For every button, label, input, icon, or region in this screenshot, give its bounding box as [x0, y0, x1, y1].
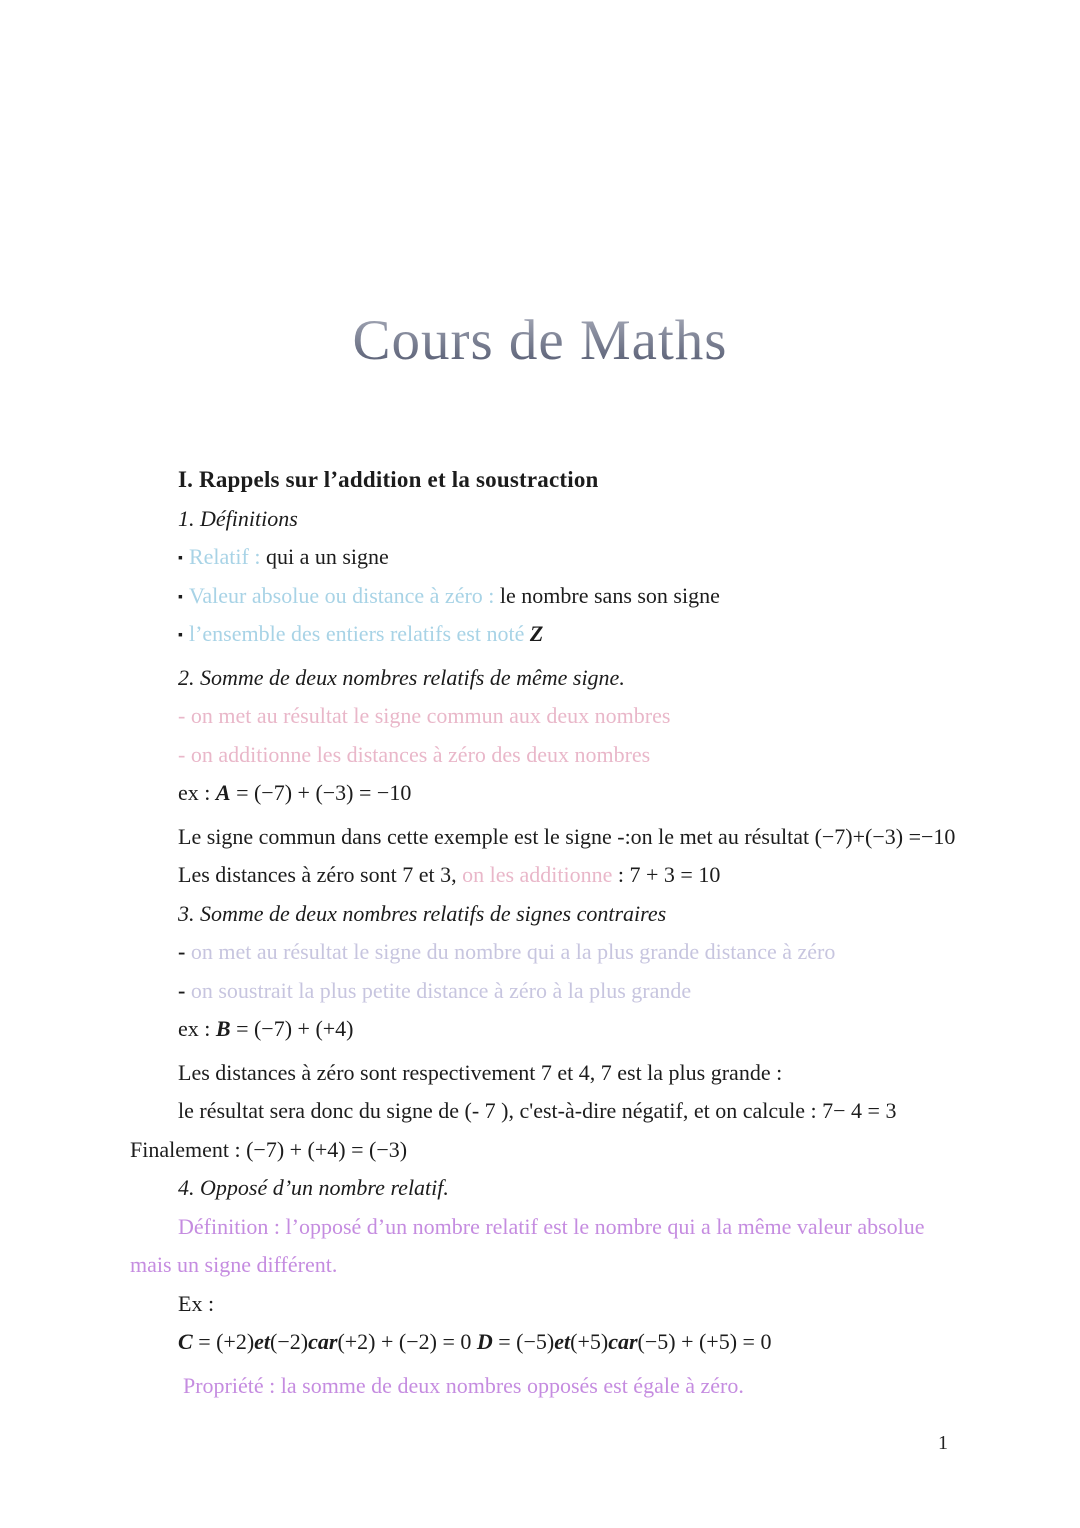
text-segment: A	[215, 780, 231, 805]
text-segment: ex :	[178, 1016, 216, 1041]
text-segment: mais un signe différent.	[130, 1252, 338, 1277]
text-segment: Les distances à zéro sont respectivement 7 et 4, 7 est la plus grande :	[178, 1059, 783, 1085]
text-segment: D	[476, 1329, 493, 1354]
text-segment: ex :	[178, 780, 216, 805]
bullet-ensemble-entiers	[130, 615, 1010, 654]
example-b	[130, 1010, 1010, 1049]
para-finalement	[130, 1131, 1010, 1170]
text-segment: Relatif :	[188, 544, 266, 569]
subsection-3-signes-contraires	[130, 895, 1010, 934]
example-a	[130, 774, 1010, 813]
text-segment: -	[178, 939, 191, 964]
text-segment: - on additionne les distances à zéro des deux nombres	[178, 741, 651, 767]
text-segment: = (−5)	[492, 1329, 555, 1354]
text-segment: car	[608, 1329, 638, 1354]
text-segment: et	[554, 1329, 571, 1354]
text-segment: B	[215, 1016, 231, 1041]
text-segment: Z	[529, 621, 544, 646]
definition-oppose-ligne-1	[130, 1208, 1010, 1247]
text-segment: = (−7) + (+4)	[230, 1016, 354, 1041]
subsection-2-somme-meme-signe	[130, 659, 1010, 698]
content-lines	[130, 461, 1010, 1405]
rule-additionne-distances	[130, 736, 1010, 775]
text-segment: - on met au résultat le signe commun aux deux nombres	[178, 703, 671, 728]
text-segment: le nombre sans son signe	[499, 582, 720, 608]
text-segment: on soustrait la plus petite distance à zéro à la plus grande	[190, 977, 692, 1003]
subsection-4-oppose	[130, 1169, 1010, 1208]
bullet-square-icon: ▪	[178, 551, 183, 566]
page-number: 1	[938, 1432, 948, 1454]
text-segment: : 7 + 3 = 10	[612, 862, 721, 887]
text-segment: Ex :	[178, 1290, 215, 1316]
para-distances-7-4	[130, 1054, 1010, 1093]
example-label	[130, 1285, 1010, 1324]
text-segment: car	[308, 1329, 338, 1354]
text-segment: Les distances à zéro sont 7 et 3,	[178, 862, 463, 887]
bullet-square-icon: ▪	[178, 628, 183, 643]
bullet-relatif	[130, 538, 1010, 577]
text-segment: 2. Somme de deux nombres relatifs de même signe.	[178, 664, 625, 690]
rule-signe-commun	[130, 697, 1010, 736]
text-segment: Définition : l’opposé d’un nombre relatif est le nombre qui a la même valeur absolue	[178, 1213, 925, 1239]
text-segment: (−5) + (+5) = 0	[637, 1329, 772, 1354]
subsection-1-definitions	[130, 500, 1010, 539]
text-segment: (+2) + (−2) = 0	[337, 1329, 477, 1354]
text-segment: et	[254, 1329, 271, 1354]
rule-plus-grande-distance	[130, 933, 1010, 972]
text-segment: 1. Définitions	[178, 505, 298, 531]
section-heading	[130, 461, 1010, 500]
text-segment: Le signe commun dans cette exemple est le signe -:on le met au résultat (−7)+(−3) =−10	[178, 823, 956, 849]
propriete-somme-opposes	[130, 1367, 1010, 1406]
text-segment: Valeur absolue ou distance à zéro :	[188, 582, 500, 608]
text-segment: on les additionne	[462, 862, 613, 887]
example-c-d	[130, 1323, 1010, 1362]
para-resultat-signe	[130, 1092, 1010, 1131]
text-segment: 3. Somme de deux nombres relatifs de signes contraires	[178, 900, 667, 926]
definition-oppose-ligne-2	[130, 1246, 1010, 1285]
para-signe-commun-exemple	[130, 818, 1010, 857]
text-segment: -	[178, 977, 191, 1003]
text-segment: Propriété : la somme de deux nombres opposés est égale à zéro.	[183, 1372, 744, 1398]
text-segment: (+5)	[570, 1329, 609, 1354]
document-title: Cours de Maths	[0, 308, 1080, 373]
text-segment: on met au résultat le signe du nombre qui a la plus grande distance à zéro	[190, 939, 836, 964]
text-segment: = (−7) + (−3) = −10	[230, 780, 412, 805]
text-segment: l’ensemble des entiers relatifs est noté	[188, 621, 530, 646]
text-segment: qui a un signe	[265, 544, 389, 569]
text-segment: (−2)	[270, 1329, 309, 1354]
text-segment: le résultat sera donc du signe de (- 7 ), c'est-à-dire négatif, et on calcule : 7− 4 = 3	[178, 1098, 897, 1123]
text-segment: 4. Opposé d’un nombre relatif.	[178, 1175, 449, 1200]
rule-soustrait-distance	[130, 972, 1010, 1011]
bullet-valeur-absolue	[130, 577, 1010, 616]
text-segment: = (+2)	[192, 1329, 255, 1354]
text-segment: C	[178, 1329, 193, 1354]
bullet-square-icon: ▪	[178, 589, 183, 605]
text-segment: I. Rappels sur l’addition et la soustraction	[178, 467, 599, 492]
para-distances-7-3	[130, 856, 1010, 895]
text-segment: Finalement : (−7) + (+4) = (−3)	[130, 1136, 408, 1162]
